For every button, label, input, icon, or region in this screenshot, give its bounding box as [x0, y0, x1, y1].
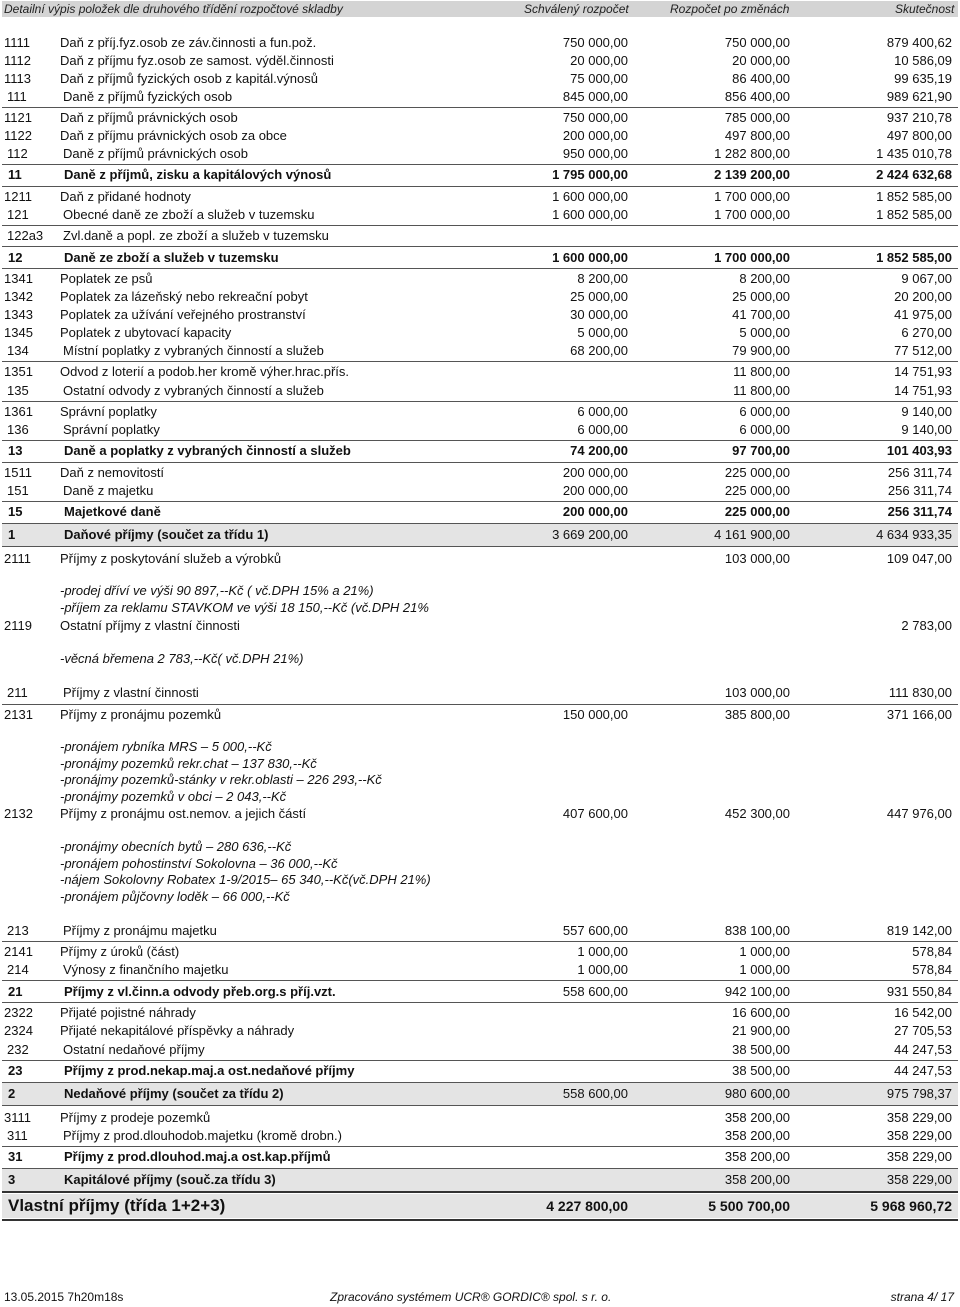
actual-value: 358 229,00 [886, 1110, 952, 1125]
actual-value: 358 229,00 [886, 1172, 952, 1187]
note-line: -pronájmy pozemků rekr.chat – 137 830,--Kč [60, 756, 317, 771]
divider [2, 1219, 958, 1221]
approved-value: 1 000,00 [577, 962, 628, 977]
revised-value: 5 500 700,00 [708, 1198, 790, 1214]
actual-value: 931 550,84 [886, 984, 952, 999]
header-after-changes: Rozpočet po změnách [670, 2, 790, 16]
item-name: Daň z příjmu fyz.osob ze samost. výděl.činnosti [60, 53, 334, 68]
item-name: Daň z příjmů právnických osob [60, 110, 238, 125]
divider [2, 164, 958, 165]
item-name: Daň z nemovitostí [60, 465, 165, 480]
actual-value: 937 210,78 [886, 110, 952, 125]
table-header [2, 1, 958, 17]
revised-value: 225 000,00 [724, 504, 790, 519]
approved-value: 1 600 000,00 [552, 250, 628, 265]
table-row [2, 288, 958, 306]
revised-value: 41 700,00 [732, 307, 790, 322]
revised-value: 358 200,00 [724, 1110, 790, 1125]
revised-value: 38 500,00 [732, 1042, 790, 1057]
item-name: Odvod z loterií a podob.her kromě výher.hrac.přís. [60, 364, 350, 379]
item-code: 1122 [4, 128, 32, 143]
divider [2, 704, 958, 705]
item-code: 23 [8, 1063, 23, 1078]
revised-value: 79 900,00 [732, 343, 790, 358]
item-name: Příjmy z prod.dlouhod.maj.a ost.kap.příjmů [64, 1149, 331, 1164]
approved-value: 75 000,00 [570, 71, 628, 86]
subtotal-row [2, 684, 958, 702]
revised-value: 225 000,00 [724, 483, 790, 498]
item-code: 1211 [4, 189, 32, 204]
approved-value: 4 227 800,00 [546, 1198, 628, 1214]
revised-value: 358 200,00 [724, 1172, 790, 1187]
group-total-row [2, 1062, 958, 1080]
group-total-row [2, 249, 958, 267]
actual-value: 4 634 933,35 [876, 527, 952, 542]
actual-value: 77 512,00 [894, 343, 952, 358]
item-code: 2132 [4, 806, 33, 821]
revised-value: 103 000,00 [724, 551, 790, 566]
table-row [2, 943, 958, 961]
item-code: 21 [8, 984, 23, 999]
revised-value: 2 139 200,00 [714, 167, 790, 182]
revised-value: 11 800,00 [733, 383, 790, 398]
approved-value: 3 669 200,00 [552, 527, 628, 542]
subtotal-row [2, 961, 958, 979]
item-code: 15 [8, 504, 23, 519]
actual-value: 9 067,00 [901, 271, 952, 286]
item-code: 11 [8, 167, 22, 182]
approved-value: 1 795 000,00 [552, 167, 628, 182]
class-total-row [2, 1169, 958, 1191]
table-row [2, 464, 958, 482]
note-line: -pronájmy pozemků-stánky v rekr.oblasti – 226 293,--Kč [60, 772, 382, 787]
approved-value: 558 600,00 [562, 1086, 628, 1101]
item-code: 1113 [4, 71, 31, 86]
actual-value: 989 621,90 [886, 89, 952, 104]
divider [2, 1191, 958, 1193]
item-code: 2322 [4, 1005, 33, 1020]
note-line: -nájem Sokolovny Robatex 1-9/2015– 65 340,--Kč(vč.DPH 21%) [60, 872, 431, 887]
item-code: 135 [7, 383, 29, 398]
revised-value: 750 000,00 [724, 35, 790, 50]
class-total-row [2, 524, 958, 546]
item-code: 1111 [4, 35, 31, 50]
table-row [2, 52, 958, 70]
actual-value: 447 976,00 [886, 806, 952, 821]
item-name: Ostatní nedaňové příjmy [63, 1042, 205, 1057]
revised-value: 1 282 800,00 [714, 146, 790, 161]
divider [2, 501, 958, 502]
item-name: Nedaňové příjmy (součet za třídu 2) [64, 1086, 284, 1101]
approved-value: 8 200,00 [577, 271, 628, 286]
item-code: 311 [7, 1128, 28, 1143]
item-name: Příjmy z prodeje pozemků [60, 1110, 211, 1125]
item-name: Ostatní odvody z vybraných činností a služeb [63, 383, 324, 398]
item-name: Daně a poplatky z vybraných činností a služeb [64, 443, 351, 458]
item-name: Majetkové daně [64, 504, 161, 519]
actual-value: 99 635,19 [894, 71, 952, 86]
item-name: Příjmy z prod.nekap.maj.a ost.nedaňové příjmy [64, 1063, 355, 1078]
subtotal-row [2, 206, 958, 224]
actual-value: 14 751,93 [894, 364, 952, 379]
item-name: Daně z příjmů právnických osob [63, 146, 248, 161]
actual-value: 879 400,62 [886, 35, 952, 50]
item-name: Poplatek za užívání veřejného prostranství [60, 307, 306, 322]
actual-value: 111 830,00 [888, 685, 952, 700]
item-name: Výnosy z finančního majetku [63, 962, 229, 977]
note-line: -pronájem pohostinství Sokolovna – 36 000,--Kč [60, 856, 338, 871]
actual-value: 497 800,00 [886, 128, 952, 143]
approved-value: 557 600,00 [562, 923, 628, 938]
item-name: Daň z příj.fyz.osob ze záv.činnosti a fun.pož. [60, 35, 317, 50]
table-row [2, 306, 958, 324]
divider [2, 1146, 958, 1147]
item-name: Příjmy z poskytování služeb a výrobků [60, 551, 282, 566]
actual-value: 578,84 [912, 944, 952, 959]
item-code: 211 [7, 685, 28, 700]
divider [2, 1105, 958, 1106]
actual-value: 44 247,53 [894, 1042, 952, 1057]
divider [2, 462, 958, 463]
actual-value: 1 852 585,00 [876, 189, 952, 204]
actual-value: 16 542,00 [894, 1005, 952, 1020]
revised-value: 97 700,00 [732, 443, 790, 458]
revised-value: 942 100,00 [724, 984, 790, 999]
item-code: 1343 [4, 307, 33, 322]
approved-value: 750 000,00 [562, 110, 628, 125]
item-code: 13 [8, 443, 23, 458]
revised-value: 785 000,00 [724, 110, 790, 125]
revised-value: 497 800,00 [724, 128, 790, 143]
note-line: -pronájem půjčovny loděk – 66 000,--Kč [60, 889, 290, 904]
group-total-row [2, 503, 958, 521]
note-line: -příjem za reklamu STAVKOM ve výši 18 150,--Kč (vč.DPH 21% [60, 600, 429, 615]
table-row [2, 270, 958, 288]
item-name: Poplatek z ubytovací kapacity [60, 325, 232, 340]
item-code: 2 [8, 1086, 16, 1101]
revised-value: 86 400,00 [732, 71, 790, 86]
actual-value: 10 586,09 [894, 53, 952, 68]
approved-value: 200 000,00 [562, 465, 628, 480]
item-name: Daň z příjmů fyzických osob z kapitál.výnosů [60, 71, 318, 86]
subtotal-row [2, 145, 958, 163]
subtotal-row [2, 88, 958, 106]
subtotal-row [2, 421, 958, 439]
table-row [2, 550, 958, 568]
actual-value: 256 311,74 [887, 483, 952, 498]
revised-value: 358 200,00 [724, 1149, 790, 1164]
actual-value: 578,84 [912, 962, 952, 977]
item-name: Daň z přidané hodnoty [60, 189, 191, 204]
approved-value: 950 000,00 [562, 146, 628, 161]
subtotal-row [2, 922, 958, 940]
table-row [2, 363, 958, 381]
subtotal-row [2, 227, 958, 245]
item-code: 213 [7, 923, 29, 938]
approved-value: 25 000,00 [570, 289, 628, 304]
actual-value: 109 047,00 [886, 551, 952, 566]
item-code: 3111 [4, 1110, 31, 1125]
revised-value: 225 000,00 [724, 465, 790, 480]
item-code: 151 [7, 483, 29, 498]
revised-value: 5 000,00 [739, 325, 790, 340]
subtotal-row [2, 1127, 958, 1145]
approved-value: 1 600 000,00 [552, 189, 628, 204]
item-name: Daňové příjmy (součet za třídu 1) [64, 527, 269, 542]
group-total-row [2, 983, 958, 1001]
revised-value: 856 400,00 [724, 89, 790, 104]
table-row [2, 1109, 958, 1127]
approved-value: 1 000,00 [577, 944, 628, 959]
grand-total-row [2, 1194, 958, 1218]
header-approved: Schválený rozpočet [524, 2, 629, 16]
item-code: 121 [7, 207, 29, 222]
table-row [2, 805, 958, 823]
item-code: 1351 [4, 364, 33, 379]
revised-value: 6 000,00 [739, 404, 790, 419]
subtotal-row [2, 382, 958, 400]
item-name: Kapitálové příjmy (souč.za třídu 3) [64, 1172, 276, 1187]
actual-value: 358 229,00 [886, 1128, 952, 1143]
item-code: 136 [7, 422, 29, 437]
item-name: Daně z příjmů fyzických osob [63, 89, 233, 104]
item-name: Příjmy z pronájmu pozemků [60, 707, 222, 722]
approved-value: 6 000,00 [577, 422, 628, 437]
subtotal-row [2, 1041, 958, 1059]
revised-value: 4 161 900,00 [714, 527, 790, 542]
table-row [2, 617, 958, 635]
revised-value: 980 600,00 [724, 1086, 790, 1101]
approved-value: 750 000,00 [562, 35, 628, 50]
revised-value: 11 800,00 [733, 364, 790, 379]
item-code: 111 [7, 89, 27, 104]
item-name: Zvl.daně a popl. ze zboží a služeb v tuzemsku [63, 228, 329, 243]
divider [2, 546, 958, 547]
item-code: 122a3 [7, 228, 44, 243]
actual-value: 5 968 960,72 [870, 1198, 952, 1214]
item-name: Příjmy z prod.dlouhodob.majetku (kromě drobn.) [63, 1128, 342, 1143]
item-code: 12 [8, 250, 23, 265]
item-code: 134 [7, 343, 29, 358]
actual-value: 358 229,00 [886, 1149, 952, 1164]
item-code: 1121 [4, 110, 32, 125]
approved-value: 6 000,00 [577, 404, 628, 419]
actual-value: 371 166,00 [886, 707, 952, 722]
item-code: 3 [8, 1172, 16, 1187]
revised-value: 20 000,00 [732, 53, 790, 68]
approved-value: 5 000,00 [577, 325, 628, 340]
item-code: 1 [8, 527, 16, 542]
divider [2, 246, 958, 247]
item-name: Ostatní příjmy z vlastní činnosti [60, 618, 240, 633]
divider [2, 225, 958, 226]
divider [2, 440, 958, 441]
item-code: 1345 [4, 325, 33, 340]
revised-value: 1 700 000,00 [714, 250, 790, 265]
table-row [2, 706, 958, 724]
table-row [2, 1004, 958, 1022]
item-code: 214 [7, 962, 29, 977]
actual-value: 975 798,37 [886, 1086, 952, 1101]
note-line: -pronájmy pozemků v obci – 2 043,--Kč [60, 789, 287, 804]
item-name: Správní poplatky [60, 404, 157, 419]
divider [2, 268, 958, 269]
table-row [2, 34, 958, 52]
class-total-row [2, 1083, 958, 1105]
revised-value: 1 000,00 [739, 962, 790, 977]
actual-value: 14 751,93 [894, 383, 952, 398]
approved-value: 74 200,00 [570, 443, 628, 458]
footer-date: 13.05.2015 7h20m18s [4, 1290, 124, 1304]
actual-value: 1 852 585,00 [876, 207, 952, 222]
item-code: 232 [7, 1042, 29, 1057]
table-row [2, 109, 958, 127]
actual-value: 9 140,00 [901, 404, 952, 419]
actual-value: 1 852 585,00 [876, 250, 952, 265]
revised-value: 358 200,00 [724, 1128, 790, 1143]
note-line: -pronájmy obecních bytů – 280 636,--Kč [60, 839, 292, 854]
actual-value: 256 311,74 [887, 465, 952, 480]
item-name: Příjmy z vl.činn.a odvody přeb.org.s příj.vzt. [64, 984, 336, 999]
revised-value: 25 000,00 [732, 289, 790, 304]
approved-value: 30 000,00 [570, 307, 628, 322]
revised-value: 16 600,00 [732, 1005, 790, 1020]
divider [2, 361, 958, 362]
actual-value: 6 270,00 [901, 325, 952, 340]
note-line: -prodej dříví ve výši 90 897,--Kč ( vč.DPH 15% a 21%) [60, 583, 374, 598]
actual-value: 2 783,00 [901, 618, 952, 633]
approved-value: 150 000,00 [562, 707, 628, 722]
approved-value: 20 000,00 [570, 53, 628, 68]
item-name: Poplatek za lázeňský nebo rekreační pobyt [60, 289, 308, 304]
item-code: 112 [7, 146, 28, 161]
group-total-row [2, 166, 958, 184]
divider [2, 186, 958, 187]
header-actual: Skutečnost [895, 2, 955, 16]
actual-value: 27 705,53 [894, 1023, 952, 1038]
approved-value: 558 600,00 [562, 984, 628, 999]
item-name: Poplatek ze psů [60, 271, 153, 286]
item-name: Obecné daně ze zboží a služeb v tuzemsku [63, 207, 315, 222]
table-row [2, 70, 958, 88]
item-code: 2131 [4, 707, 33, 722]
item-name: Místní poplatky z vybraných činností a služeb [63, 343, 324, 358]
table-row [2, 1022, 958, 1040]
item-name: Příjmy z pronájmu majetku [63, 923, 217, 938]
item-code: 2141 [4, 944, 33, 959]
divider [2, 107, 958, 108]
divider [2, 1002, 958, 1003]
item-name: Daň z příjmu právnických osob za obce [60, 128, 287, 143]
actual-value: 41 975,00 [894, 307, 952, 322]
item-code: 1341 [4, 271, 33, 286]
actual-value: 9 140,00 [901, 422, 952, 437]
item-code: 2324 [4, 1023, 33, 1038]
item-code: 2119 [4, 618, 32, 633]
revised-value: 38 500,00 [732, 1063, 790, 1078]
approved-value: 845 000,00 [562, 89, 628, 104]
revised-value: 8 200,00 [739, 271, 790, 286]
item-name: Daně z majetku [63, 483, 154, 498]
actual-value: 1 435 010,78 [876, 146, 952, 161]
table-row [2, 324, 958, 342]
note-line: -pronájem rybníka MRS – 5 000,--Kč [60, 739, 272, 754]
item-name: Přijaté pojistné náhrady [60, 1005, 196, 1020]
approved-value: 407 600,00 [562, 806, 628, 821]
item-name: Správní poplatky [63, 422, 160, 437]
item-code: 1112 [4, 53, 31, 68]
footer-system: Zpracováno systémem UCR® GORDIC® spol. s r. o. [330, 1290, 612, 1304]
revised-value: 6 000,00 [739, 422, 790, 437]
table-row [2, 188, 958, 206]
item-name: Daně ze zboží a služeb v tuzemsku [64, 250, 279, 265]
divider [2, 401, 958, 402]
divider [2, 980, 958, 981]
subtotal-row [2, 342, 958, 360]
actual-value: 819 142,00 [886, 923, 952, 938]
revised-value: 103 000,00 [724, 685, 790, 700]
actual-value: 256 311,74 [887, 504, 952, 519]
group-total-row [2, 1148, 958, 1166]
item-name: Vlastní příjmy (třída 1+2+3) [8, 1196, 226, 1215]
item-name: Přijaté nekapitálové příspěvky a náhrady [60, 1023, 295, 1038]
item-code: 1342 [4, 289, 33, 304]
revised-value: 1 700 000,00 [714, 207, 790, 222]
item-name: Příjmy z úroků (část) [60, 944, 180, 959]
note-line: -věcná břemena 2 783,--Kč( vč.DPH 21%) [60, 651, 304, 666]
group-total-row [2, 442, 958, 460]
approved-value: 1 600 000,00 [552, 207, 628, 222]
footer-page: strana 4/ 17 [890, 1290, 954, 1304]
revised-value: 1 700 000,00 [714, 189, 790, 204]
header-name: Detailní výpis položek dle druhového třídění rozpočtové skladby [4, 2, 343, 16]
actual-value: 44 247,53 [894, 1063, 952, 1078]
item-code: 1361 [4, 404, 33, 419]
table-row [2, 127, 958, 145]
revised-value: 385 800,00 [724, 707, 790, 722]
actual-value: 20 200,00 [894, 289, 952, 304]
revised-value: 1 000,00 [739, 944, 790, 959]
approved-value: 200 000,00 [562, 483, 628, 498]
revised-value: 21 900,00 [732, 1023, 790, 1038]
item-name: Příjmy z pronájmu ost.nemov. a jejich částí [60, 806, 307, 821]
subtotal-row [2, 482, 958, 500]
item-code: 31 [8, 1149, 23, 1164]
item-code: 1511 [4, 465, 32, 480]
actual-value: 101 403,93 [886, 443, 952, 458]
item-name: Příjmy z vlastní činnosti [63, 685, 199, 700]
actual-value: 2 424 632,68 [876, 167, 952, 182]
divider [2, 1060, 958, 1061]
item-code: 2111 [4, 551, 31, 566]
divider [2, 941, 958, 942]
approved-value: 200 000,00 [562, 504, 628, 519]
approved-value: 68 200,00 [570, 343, 628, 358]
revised-value: 452 300,00 [724, 806, 790, 821]
approved-value: 200 000,00 [562, 128, 628, 143]
item-name: Daně z příjmů, zisku a kapitálových výnosů [64, 167, 332, 182]
revised-value: 838 100,00 [724, 923, 790, 938]
table-row [2, 403, 958, 421]
